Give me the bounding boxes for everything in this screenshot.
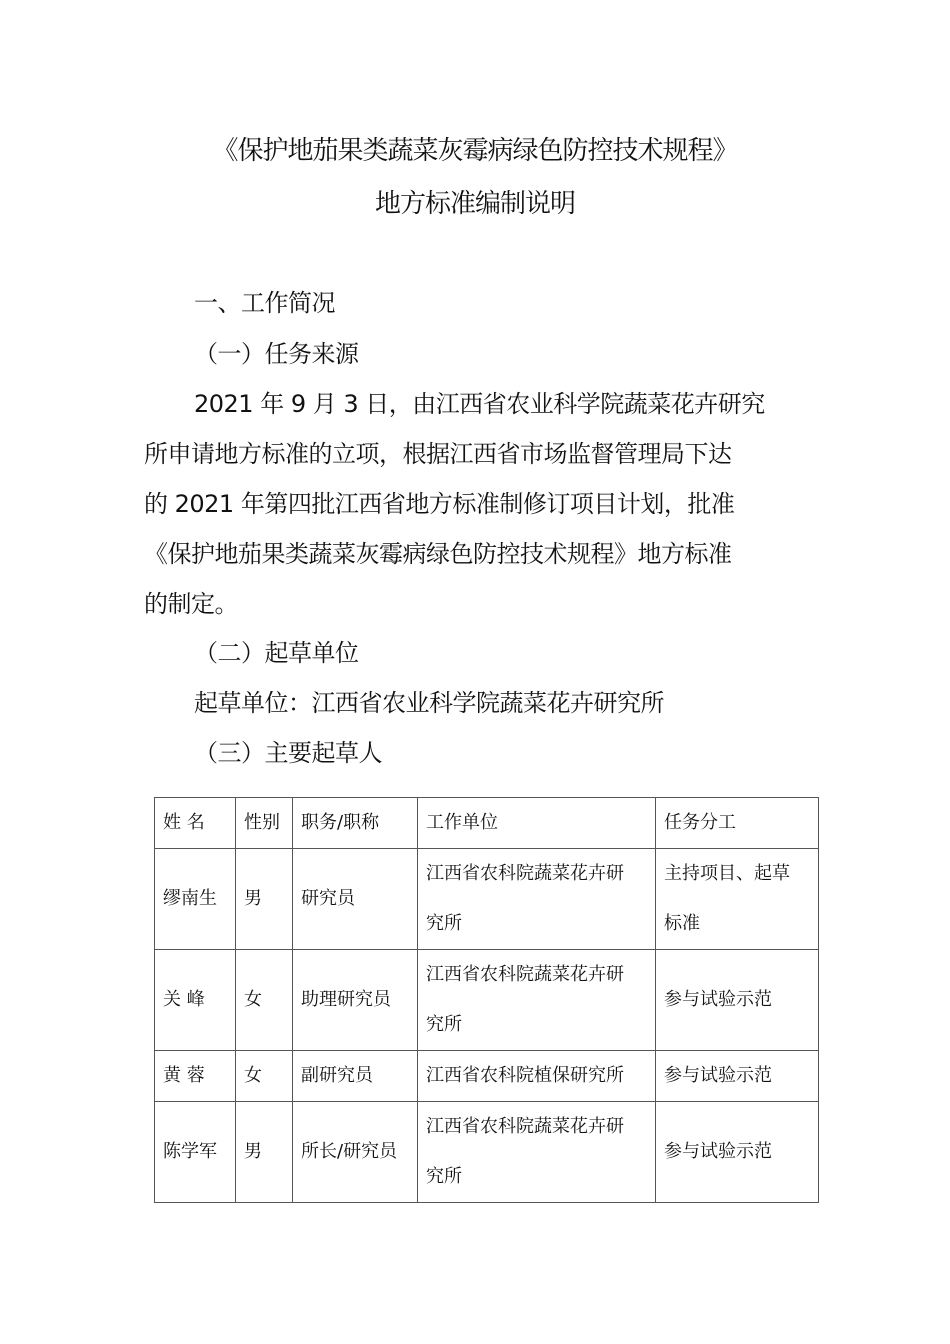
header-cell: 职务/职称 [293,798,418,849]
gender-cell: 女 [236,950,293,1051]
gender-cell: 男 [236,849,293,950]
unit-cell [418,950,656,1051]
task-line: 主持项目、起草 [664,863,790,884]
name-cell: 缪南生 [155,849,236,950]
gender-cell: 男 [236,1102,293,1203]
subsection-heading: （二）起草单位 [194,639,359,667]
title-cell: 副研究员 [293,1051,418,1102]
header-cell: 工作单位 [418,798,656,849]
name-cell: 黄 蓉 [155,1051,236,1102]
unit-cell: 江西省农科院植保研究所 [418,1051,656,1102]
task-cell [656,849,819,950]
title-line-1: 《保护地茄果类蔬菜灰霉病绿色防控技术规程》 [212,136,738,166]
task-cell: 参与试验示范 [656,1102,819,1203]
drafters-table [154,797,819,1203]
task-line: 标准 [664,913,700,934]
paragraph-line: 的 2021 年第四批江西省地方标准制修订项目计划，批准 [144,490,735,518]
title-cell: 所长/研究员 [293,1102,418,1203]
paragraph-line: 《保护地茄果类蔬菜灰霉病绿色防控技术规程》地方标准 [144,540,732,568]
header-cell: 任务分工 [656,798,819,849]
table-header-row [155,798,819,849]
name-cell: 陈学军 [155,1102,236,1203]
table-row [155,950,819,1051]
drafting-unit-text: 起草单位：江西省农业科学院蔬菜花卉研究所 [194,689,664,717]
unit-line: 究所 [426,913,462,934]
unit-line: 究所 [426,1166,462,1187]
title-cell: 助理研究员 [293,950,418,1051]
paragraph-line: 的制定。 [144,590,238,618]
unit-line: 江西省农科院蔬菜花卉研 [426,863,624,884]
name-cell: 关 峰 [155,950,236,1051]
paragraph-line: 所申请地方标准的立项，根据江西省市场监督管理局下达 [144,440,732,468]
subsection-heading: （三）主要起草人 [194,739,382,767]
subsection-heading: （一）任务来源 [194,340,359,368]
table-row [155,1102,819,1203]
title-cell: 研究员 [293,849,418,950]
header-cell: 姓 名 [155,798,236,849]
paragraph-line: 2021 年 9 月 3 日，由江西省农业科学院蔬菜花卉研究 [194,390,765,418]
section-heading: 一、工作简况 [194,289,335,317]
task-cell: 参与试验示范 [656,950,819,1051]
unit-cell [418,849,656,950]
table-row [155,1051,819,1102]
gender-cell: 女 [236,1051,293,1102]
unit-line: 江西省农科院蔬菜花卉研 [426,1116,624,1137]
unit-line: 究所 [426,1014,462,1035]
header-cell: 性别 [236,798,293,849]
unit-cell [418,1102,656,1203]
unit-line: 江西省农科院蔬菜花卉研 [426,964,624,985]
task-cell: 参与试验示范 [656,1051,819,1102]
title-line-2: 地方标准编制说明 [374,189,575,219]
table-row [155,849,819,950]
